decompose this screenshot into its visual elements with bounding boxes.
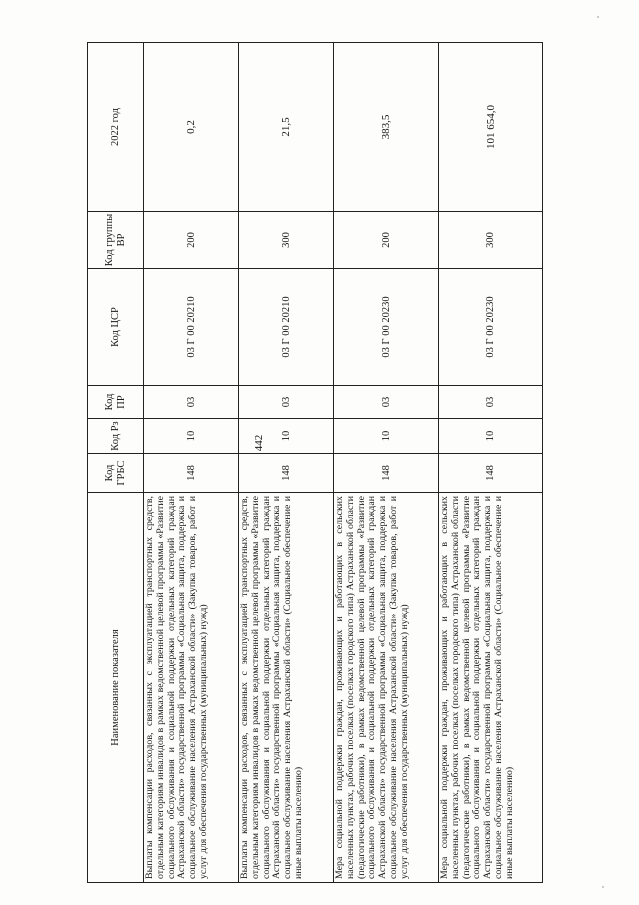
scan-speck	[602, 886, 604, 888]
row-amount: 21,5	[239, 43, 334, 212]
row-name: Мера социальной поддержки граждан, проживающих и работающих в сельских населенных пунктах, рабочих поселках (поселках городского типа) Астраханской области (педагогические работники), в рамках ведомственной целевой программы «Развитие социального обслуживания и социальной поддержки отдельных категорий граждан Астраханской области» государственной программы «Социальная защита, поддержка и социальное обслуживание населения Астраханской области» (Закупка товаров, работ и услуг для обеспечения государственных (муниципальных) нужд)	[334, 493, 439, 883]
row-csr: 03 Г 00 20230	[439, 269, 543, 386]
table-row	[439, 43, 543, 883]
row-rz: 10	[144, 419, 239, 454]
row-amount: 383,5	[334, 43, 439, 212]
row-grbs: 148	[239, 454, 334, 493]
row-name: Мера социальной поддержки граждан, проживающих и работающих в сельских населенных пунктах, рабочих поселках (поселках городского типа) Астраханской области (педагогические работники), в рамках ведомственной целевой программы «Развитие социального обслуживания и социальной поддержки отдельных категорий граждан Астраханской области» государственной программы «Социальная защита, поддержка и социальное обслуживание населения Астраханской области» (Социальное обеспечение и иные выплаты населению)	[439, 493, 543, 883]
row-grbs: 148	[334, 454, 439, 493]
row-name: Выплаты компенсации расходов, связанных с эксплуатацией транспортных средств, отдельным категориям инвалидов в рамках ведомственной целевой программы «Развитие социального обслуживания и социальной поддержки отдельных категорий граждан Астраханской области» государственной программы «Социальная защита, поддержка и социальное обслуживание населения Астраханской области» (Закупка товаров, работ и услуг для обеспечения государственных (муниципальных) нужд)	[144, 493, 239, 883]
row-csr: 03 Г 00 20210	[144, 269, 239, 386]
scan-speck	[597, 16, 599, 18]
page-number: 442	[253, 434, 265, 452]
row-name: Выплаты компенсации расходов, связанных с эксплуатацией транспортных средств, отдельным категориям инвалидов в рамках ведомственной целевой программы «Развитие социального обслуживания и социальной поддержки отдельных категорий граждан Астраханской области» государственной программы «Социальная защита, поддержка и социальное обслуживание населения Астраханской области» (Социальное обеспечение и иные выплаты населению)	[239, 493, 334, 883]
table-header	[88, 43, 144, 883]
row-pr: 03	[334, 386, 439, 419]
row-vr: 300	[239, 212, 334, 269]
header-name: Наименование показателя	[88, 493, 144, 883]
row-csr: 03 Г 00 20210	[239, 269, 334, 386]
row-vr: 200	[144, 212, 239, 269]
row-vr: 200	[334, 212, 439, 269]
budget-table	[87, 42, 543, 883]
row-rz: 10	[439, 419, 543, 454]
row-rz: 10	[334, 419, 439, 454]
row-csr: 03 Г 00 20230	[334, 269, 439, 386]
row-pr: 03	[239, 386, 334, 419]
row-rz: 10	[239, 419, 334, 454]
header-year: 2022 год	[88, 43, 144, 212]
header-vr: Код группы ВР	[88, 212, 144, 269]
row-pr: 03	[439, 386, 543, 419]
row-pr: 03	[144, 386, 239, 419]
header-pr: Код ПР	[88, 386, 144, 419]
rotated-table-frame	[87, 43, 529, 883]
header-row	[88, 43, 144, 883]
row-amount: 101 654,0	[439, 43, 543, 212]
row-amount: 0,2	[144, 43, 239, 212]
table-row	[239, 43, 334, 883]
row-vr: 300	[439, 212, 543, 269]
table-body	[144, 43, 543, 883]
table-row	[144, 43, 239, 883]
header-rz: Код Рз	[88, 419, 144, 454]
row-grbs: 148	[439, 454, 543, 493]
table-row	[334, 43, 439, 883]
header-grbs: Код ГРБС	[88, 454, 144, 493]
row-grbs: 148	[144, 454, 239, 493]
header-csr: Код ЦСР	[88, 269, 144, 386]
